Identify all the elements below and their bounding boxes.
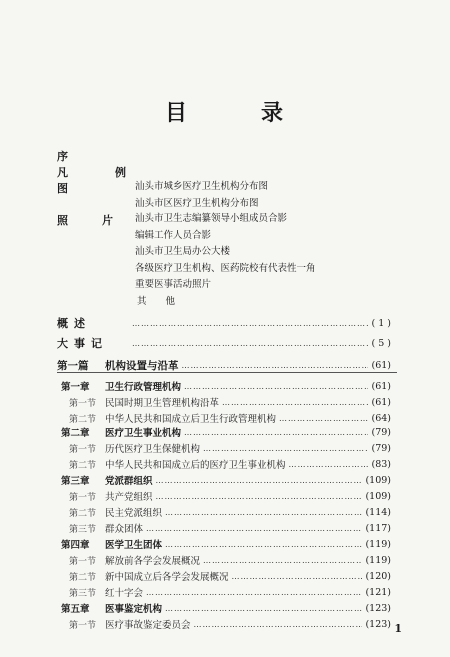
toc-entry: [57, 521, 391, 535]
toc-entry-page: (61): [371, 380, 391, 392]
toc-entry-label: 大事记: [57, 337, 108, 350]
toc-entry: [57, 537, 391, 551]
toc-entry-title: 医学卫生团体: [105, 540, 163, 551]
toc-entry-page: (114): [365, 506, 391, 518]
dot-leader: [132, 319, 369, 328]
toc-entry-page: (61): [371, 359, 391, 371]
toc-entry-title: 中华人民共和国成立后的医疗卫生事业机构: [105, 460, 286, 471]
toc-entry-page: (121): [365, 586, 391, 598]
maps-list: [135, 179, 268, 212]
toc-entry: [57, 336, 391, 350]
photos-label: 照 片: [57, 214, 117, 227]
toc-entry-page: ( 5 ): [371, 337, 391, 349]
toc-entry-page: (119): [365, 538, 391, 550]
toc-entry: [57, 425, 391, 439]
toc-entry: [57, 473, 391, 487]
toc-entry-label: 第二节: [69, 414, 97, 425]
toc-entry-page: (64): [371, 412, 391, 424]
toc-entry-label: 第一章: [61, 382, 90, 393]
toc-entry-title: 历代医疗卫生保健机构: [105, 444, 201, 455]
toc-entry: [57, 457, 391, 471]
dot-leader: [146, 524, 362, 533]
toc-entry-title: 医事鉴定机构: [105, 604, 163, 615]
toc-entry-page: (120): [365, 570, 391, 582]
toc-entry: [57, 358, 391, 372]
dot-leader: [182, 361, 369, 370]
list-item: 重要医事活动照片: [135, 279, 212, 290]
toc-entry-page: (117): [365, 522, 391, 534]
list-item: 汕头市城乡医疗卫生机构分布图: [135, 181, 269, 192]
toc-entry-page: (109): [365, 490, 391, 502]
toc-entry: [57, 395, 391, 409]
toc-entry: [57, 601, 391, 615]
toc-entry-page: (109): [365, 474, 391, 486]
dot-leader: [156, 492, 363, 501]
dot-leader: [165, 604, 362, 613]
toc-entry-page: (123): [365, 602, 391, 614]
toc-entry: [57, 379, 391, 393]
toc-entry-label: 第二节: [69, 508, 97, 519]
toc-entry: [57, 617, 391, 631]
toc-entry-title: 群众团体: [105, 524, 144, 535]
toc-entry-title: 新中国成立后各学会发展概况: [105, 572, 229, 583]
toc-entry-title: 医疗卫生事业机构: [105, 428, 182, 439]
toc-entry-label: 第一节: [69, 492, 97, 503]
toc-entry-page: (61): [371, 396, 391, 408]
toc-entry-label: 概述: [57, 317, 91, 330]
list-item: 其 他: [137, 295, 176, 307]
toc-entry: [57, 316, 391, 330]
dot-leader: [184, 428, 368, 437]
toc-entry-title: 医疗事故鉴定委员会: [105, 620, 191, 631]
dot-leader: [165, 508, 362, 517]
toc-entry-label: 第二节: [69, 460, 97, 471]
toc-entry-page: (119): [365, 554, 391, 566]
list-item: 汕头市卫生局办公大楼: [135, 246, 231, 257]
toc-entry-title: 解放前各学会发展概况: [105, 556, 201, 567]
dot-leader: [289, 460, 369, 469]
toc-entry-page: ( 1 ): [371, 317, 391, 329]
dot-leader: [132, 339, 369, 348]
toc-entry-label: 第四章: [61, 540, 90, 551]
toc-entry-title: 中华人民共和国成立后卫生行政管理机构: [105, 414, 277, 425]
dot-leader: [165, 540, 362, 549]
toc-entry-label: 第三节: [69, 588, 97, 599]
toc-entry: [57, 505, 391, 519]
toc-entry-page: (79): [371, 442, 391, 454]
divider: [57, 372, 397, 373]
toc-entry-title: 卫生行政管理机构: [105, 382, 182, 393]
toc-entry-page: (83): [371, 458, 391, 470]
toc-entry: [57, 441, 391, 455]
toc-entry-page: (123): [365, 618, 391, 630]
toc-entry: [57, 569, 391, 583]
list-item: 编辑工作人员合影: [135, 229, 212, 241]
maps-label: 图: [57, 182, 68, 195]
title-char-1: 目: [164, 100, 189, 126]
toc-entry-title: 共产党组织: [105, 492, 153, 503]
dot-leader: [279, 414, 368, 423]
toc-entry-title: 党派群组织: [105, 476, 153, 487]
page-title: [0, 96, 450, 127]
dot-leader: [232, 572, 363, 581]
toc-entry-label: 第一节: [69, 620, 97, 631]
dot-leader: [203, 556, 362, 565]
list-item: 汕头市卫生志编纂领导小组成员合影: [135, 213, 288, 224]
dot-leader: [146, 588, 362, 597]
list-item: 汕头市区医疗卫生机构分布图: [135, 197, 259, 209]
toc-entry-label: 第三章: [61, 476, 90, 487]
dot-leader: [184, 382, 368, 391]
dot-leader: [194, 620, 363, 629]
toc-entry-label: 第五章: [61, 604, 90, 615]
dot-leader: [156, 476, 363, 485]
preface-label: 序: [57, 150, 68, 163]
title-char-2: 录: [261, 100, 286, 126]
page-number: 1: [394, 622, 402, 635]
dot-leader: [222, 398, 368, 407]
toc-entry-title: 民国时期卫生管理机构沿革: [105, 398, 220, 409]
toc-entry: [57, 585, 391, 599]
toc-entry-title: 机构设置与沿革: [105, 359, 179, 372]
toc-entry: [57, 411, 391, 425]
toc-entry-label: 第二节: [69, 572, 97, 583]
notes-label: 凡 例: [57, 166, 144, 179]
photos-list: [135, 211, 316, 310]
dot-leader: [203, 444, 368, 453]
toc-entry-page: (79): [371, 426, 391, 438]
toc-entry-title: 红十字会: [105, 588, 144, 599]
toc-entry-title: 民主党派组织: [105, 508, 163, 519]
toc-entry-label: 第一节: [69, 444, 97, 455]
toc-entry-label: 第二章: [61, 428, 90, 439]
list-item: 各级医疗卫生机构、医药院校有代表性一角: [135, 262, 316, 274]
toc-entry-label: 第一节: [69, 398, 97, 409]
toc-entry-label: 第一篇: [57, 359, 89, 372]
toc-entry-label: 第三节: [69, 524, 97, 535]
toc-entry-label: 第一节: [69, 556, 97, 567]
toc-entry: [57, 553, 391, 567]
toc-entry: [57, 489, 391, 503]
